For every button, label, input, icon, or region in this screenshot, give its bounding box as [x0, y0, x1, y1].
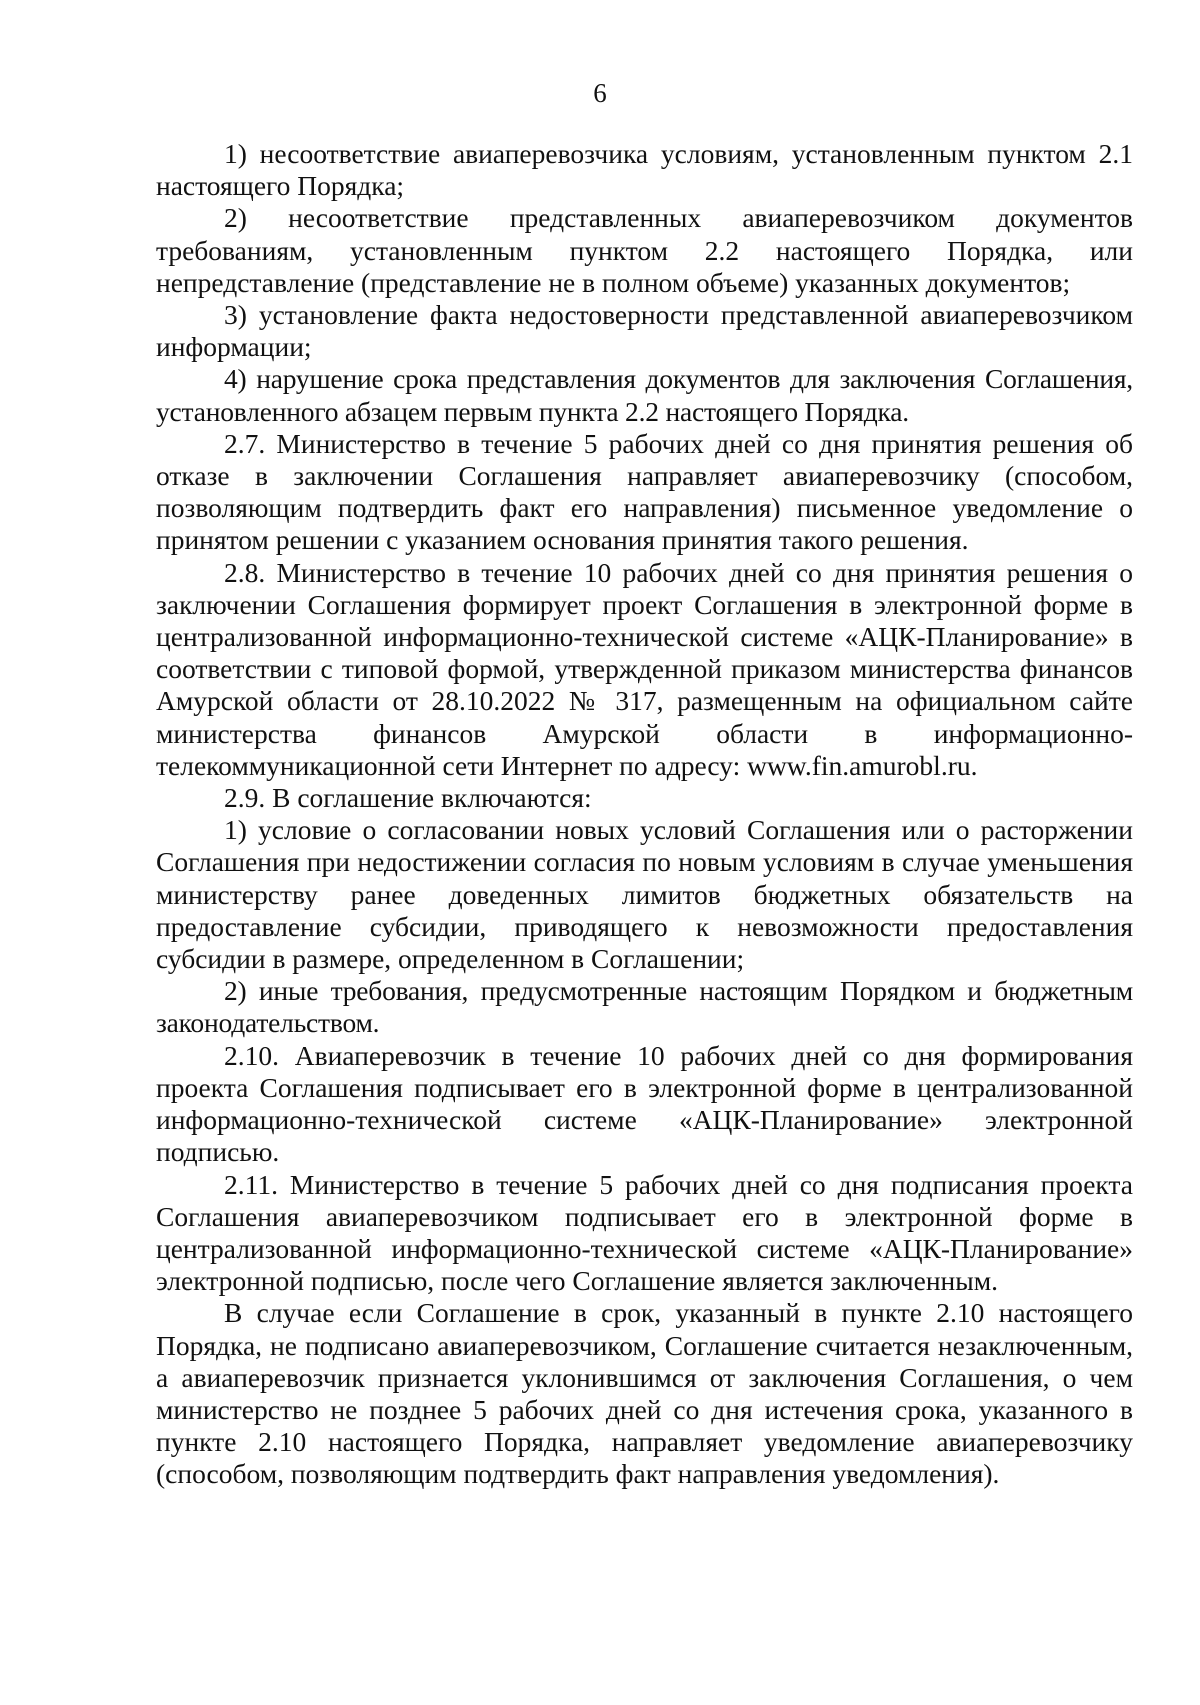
paragraph-2-9-item-2: 2) иные требования, предусмотренные настоящим Порядком и бюджетным законодательством. [156, 975, 1133, 1039]
paragraph-2-10: 2.10. Авиаперевозчик в течение 10 рабочих дней со дня формирования проекта Соглашения подписывает его в электронной форме в централизованной информационно-технической системе «АЦК-Планирование» электронной подписью. [156, 1039, 1133, 1168]
paragraph-item-2: 2) несоответствие представленных авиаперевозчиком документов требованиям, установленным пунктом 2.2 настоящего Порядка, или непредставление (представление не в полном объеме) указанных документов; [156, 202, 1133, 298]
page-number: 6 [593, 78, 607, 108]
paragraph-item-3: 3) установление факта недостоверности представленной авиаперевозчиком информации; [156, 299, 1133, 363]
paragraph-2-7: 2.7. Министерство в течение 5 рабочих дней со дня принятия решения об отказе в заключении Соглашения направляет авиаперевозчику (способом, позволяющим подтвердить факт его направления) письменное уведомление о принятом решении с указанием основания принятия такого решения. [156, 427, 1133, 556]
paragraph-item-4: 4) нарушение срока представления документов для заключения Соглашения, установленного абзацем первым пункта 2.2 настоящего Порядка. [156, 363, 1133, 427]
paragraph-2-9-heading: 2.9. В соглашение включаются: [224, 782, 592, 814]
paragraph-item-1: 1) несоответствие авиаперевозчика условиям, установленным пунктом 2.1 настоящего Порядка; [156, 138, 1133, 202]
document-body [156, 138, 1133, 1491]
paragraph-unsigned-agreement: В случае если Соглашение в срок, указанный в пункте 2.10 настоящего Порядка, не подписано авиаперевозчиком, Соглашение считается незаключенным, а авиаперевозчик признается уклонившимся от заключения Соглашения, о чем министерство не позднее 5 рабочих дней со дня истечения срока, указанного в пункте 2.10 настоящего Порядка, направляет уведомление авиаперевозчику (способом, позволяющим подтвердить факт направления уведомления). [156, 1297, 1133, 1490]
paragraph-2-11: 2.11. Министерство в течение 5 рабочих дней со дня подписания проекта Соглашения авиаперевозчиком подписывает его в электронной форме в централизованной информационно-технической системе «АЦК-Планирование» электронной подписью, после чего Соглашение является заключенным. [156, 1168, 1133, 1297]
paragraph-2-8: 2.8. Министерство в течение 10 рабочих дней со дня принятия решения о заключении Соглашения формирует проект Соглашения в электронной форме в централизованной информационно-технической системе «АЦК-Планирование» в соответствии с типовой формой, утвержденной приказом министерства финансов Амурской области от 28.10.2022 № 317, размещенным на официальном сайте министерства финансов Амурской области в информационно-телекоммуникационной сети Интернет по адресу: www.fin.amurobl.ru. [156, 556, 1133, 781]
paragraph-2-9-item-1: 1) условие о согласовании новых условий Соглашения или о расторжении Соглашения при недостижении согласия по новым условиям в случае уменьшения министерству ранее доведенных лимитов бюджетных обязательств на предоставление субсидии, приводящего к невозможности предоставления субсидии в размере, определенном в Соглашении; [156, 814, 1133, 975]
